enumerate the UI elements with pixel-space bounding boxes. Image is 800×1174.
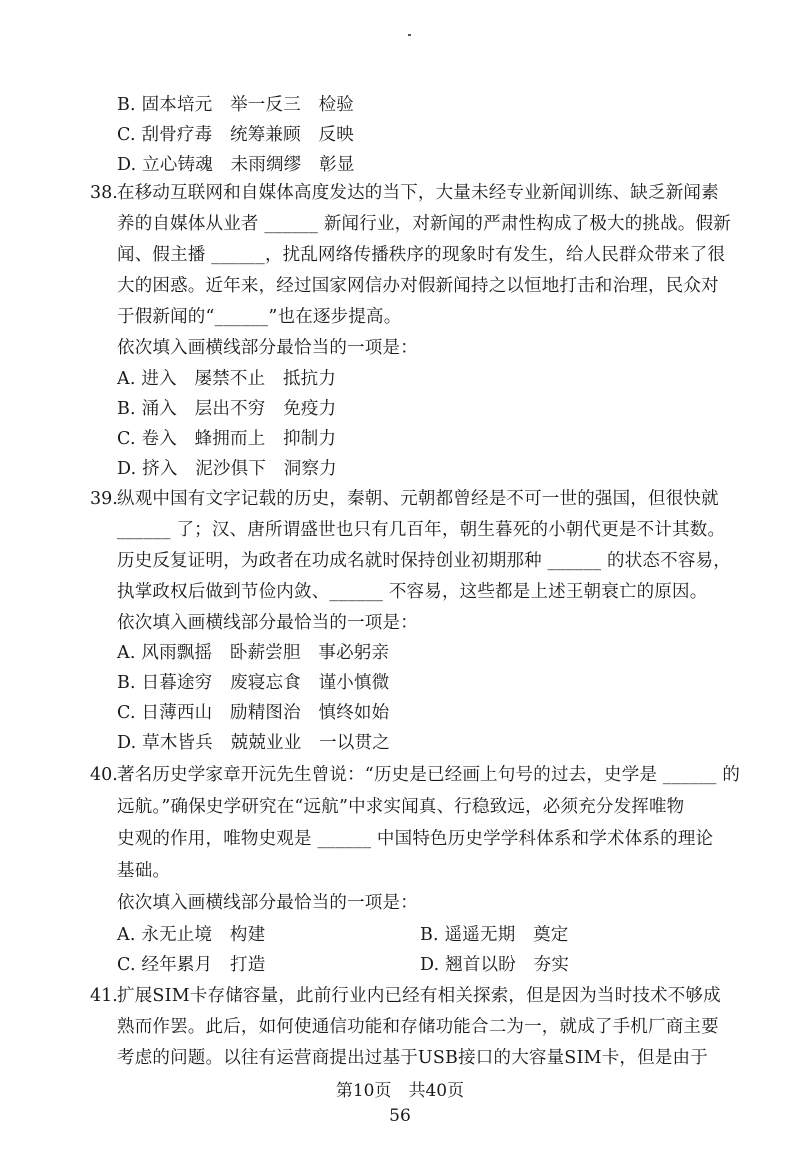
q40-stem-line: 史观的作用，唯物史观是 ______ 中国特色历史学学科体系和学术体系的理论: [117, 829, 714, 849]
q39-stem-line: ______ 了；汉、唐所谓盛世也只有几百年，朝生暮死的小朝代更是不计其数。: [117, 520, 726, 540]
q39-stem-line: 历史反复证明，为政者在功成名就时保持创业初期那种 ______ 的状态不容易，: [117, 551, 731, 571]
q38-stem-line: 闻、假主播 ______，扰乱网络传播秩序的现象时有发生，给人民群众带来了很: [117, 245, 726, 265]
q38-stem-line: 于假新闻的“______”也在逐步提高。: [117, 307, 402, 327]
q40-prompt: 依次填入画横线部分最恰当的一项是：: [117, 893, 418, 913]
q41-stem-line: 扩展SIM卡存储容量，此前行业内已经有相关探索，但是因为当时技术不够成: [117, 986, 721, 1006]
q39-prompt: 依次填入画横线部分最恰当的一项是：: [117, 613, 418, 633]
q41-stem-line: 熟而作罢。此后，如何使通信功能和存储功能合二为一，就成了手机厂商主要: [117, 1017, 719, 1037]
option-b-q37: B. 固本培元 举一反三 检验: [117, 95, 354, 115]
q38-option-a: A. 进入 屡禁不止 抵抗力: [117, 369, 337, 389]
option-c-q37: C. 刮骨疗毒 统筹兼顾 反映: [117, 125, 354, 145]
q40-option-c: C. 经年累月 打造: [117, 955, 266, 975]
q39-stem-line: 纵观中国有文字记载的历史，秦朝、元朝都曾经是不可一世的强国，但很快就: [117, 489, 719, 509]
q40-stem-line: 著名历史学家章开沅先生曾说：“历史是已经画上句号的过去，史学是 ______ 的: [117, 765, 741, 785]
page-footer-label: 第10页 共40页: [335, 1081, 465, 1101]
page-number: 56: [389, 1106, 411, 1126]
q41-stem-line: 考虑的问题。以往有运营商提出过基于USB接口的大容量SIM卡，但是由于: [117, 1048, 708, 1068]
q39-option-c: C. 日薄西山 励精图治 慎终如始: [117, 703, 390, 723]
question-number: 39.: [90, 489, 118, 509]
q38-stem-line: 在移动互联网和自媒体高度发达的当下，大量未经专业新闻训练、缺乏新闻素: [117, 183, 719, 203]
q38-option-c: C. 卷入 蜂拥而上 抑制力: [117, 429, 337, 449]
q39-option-a: A. 风雨飘摇 卧薪尝胆 事必躬亲: [117, 643, 390, 663]
question-number: 40.: [90, 765, 118, 785]
q38-option-d: D. 挤入 泥沙俱下 洞察力: [117, 459, 337, 479]
question-number: 38.: [90, 183, 118, 203]
q39-stem-line: 执掌政权后做到节俭内敛、______ 不容易，这些都是上述王朝衰亡的原因。: [117, 582, 708, 602]
q39-option-b: B. 日暮途穷 废寝忘食 谨小慎微: [117, 673, 390, 693]
q40-option-d: D. 翘首以盼 夯实: [420, 955, 570, 975]
q38-stem-line: 养的自媒体从业者 ______ 新闻行业，对新闻的严肃性构成了极大的挑战。假新: [117, 214, 731, 234]
q38-option-b: B. 涌入 层出不穷 免疫力: [117, 399, 337, 419]
scan-speck: [408, 34, 411, 36]
q38-stem-line: 大的困惑。近年来，经过国家网信办对假新闻持之以恒地打击和治理，民众对: [117, 276, 719, 296]
q40-option-a: A. 永无止境 构建: [117, 925, 266, 945]
question-number: 41.: [90, 986, 118, 1006]
option-d-q37: D. 立心铸魂 未雨绸缪 彰显: [117, 155, 355, 175]
q39-option-d: D. 草木皆兵 兢兢业业 一以贯之: [117, 733, 390, 753]
q40-stem-line: 基础。: [117, 861, 171, 881]
q40-option-b: B. 遥遥无期 奠定: [420, 925, 569, 945]
q38-prompt: 依次填入画横线部分最恰当的一项是：: [117, 338, 418, 358]
q40-stem-line: 远航。”确保史学研究在“远航”中求实闻真、行稳致远，必须充分发挥唯物: [117, 797, 685, 817]
